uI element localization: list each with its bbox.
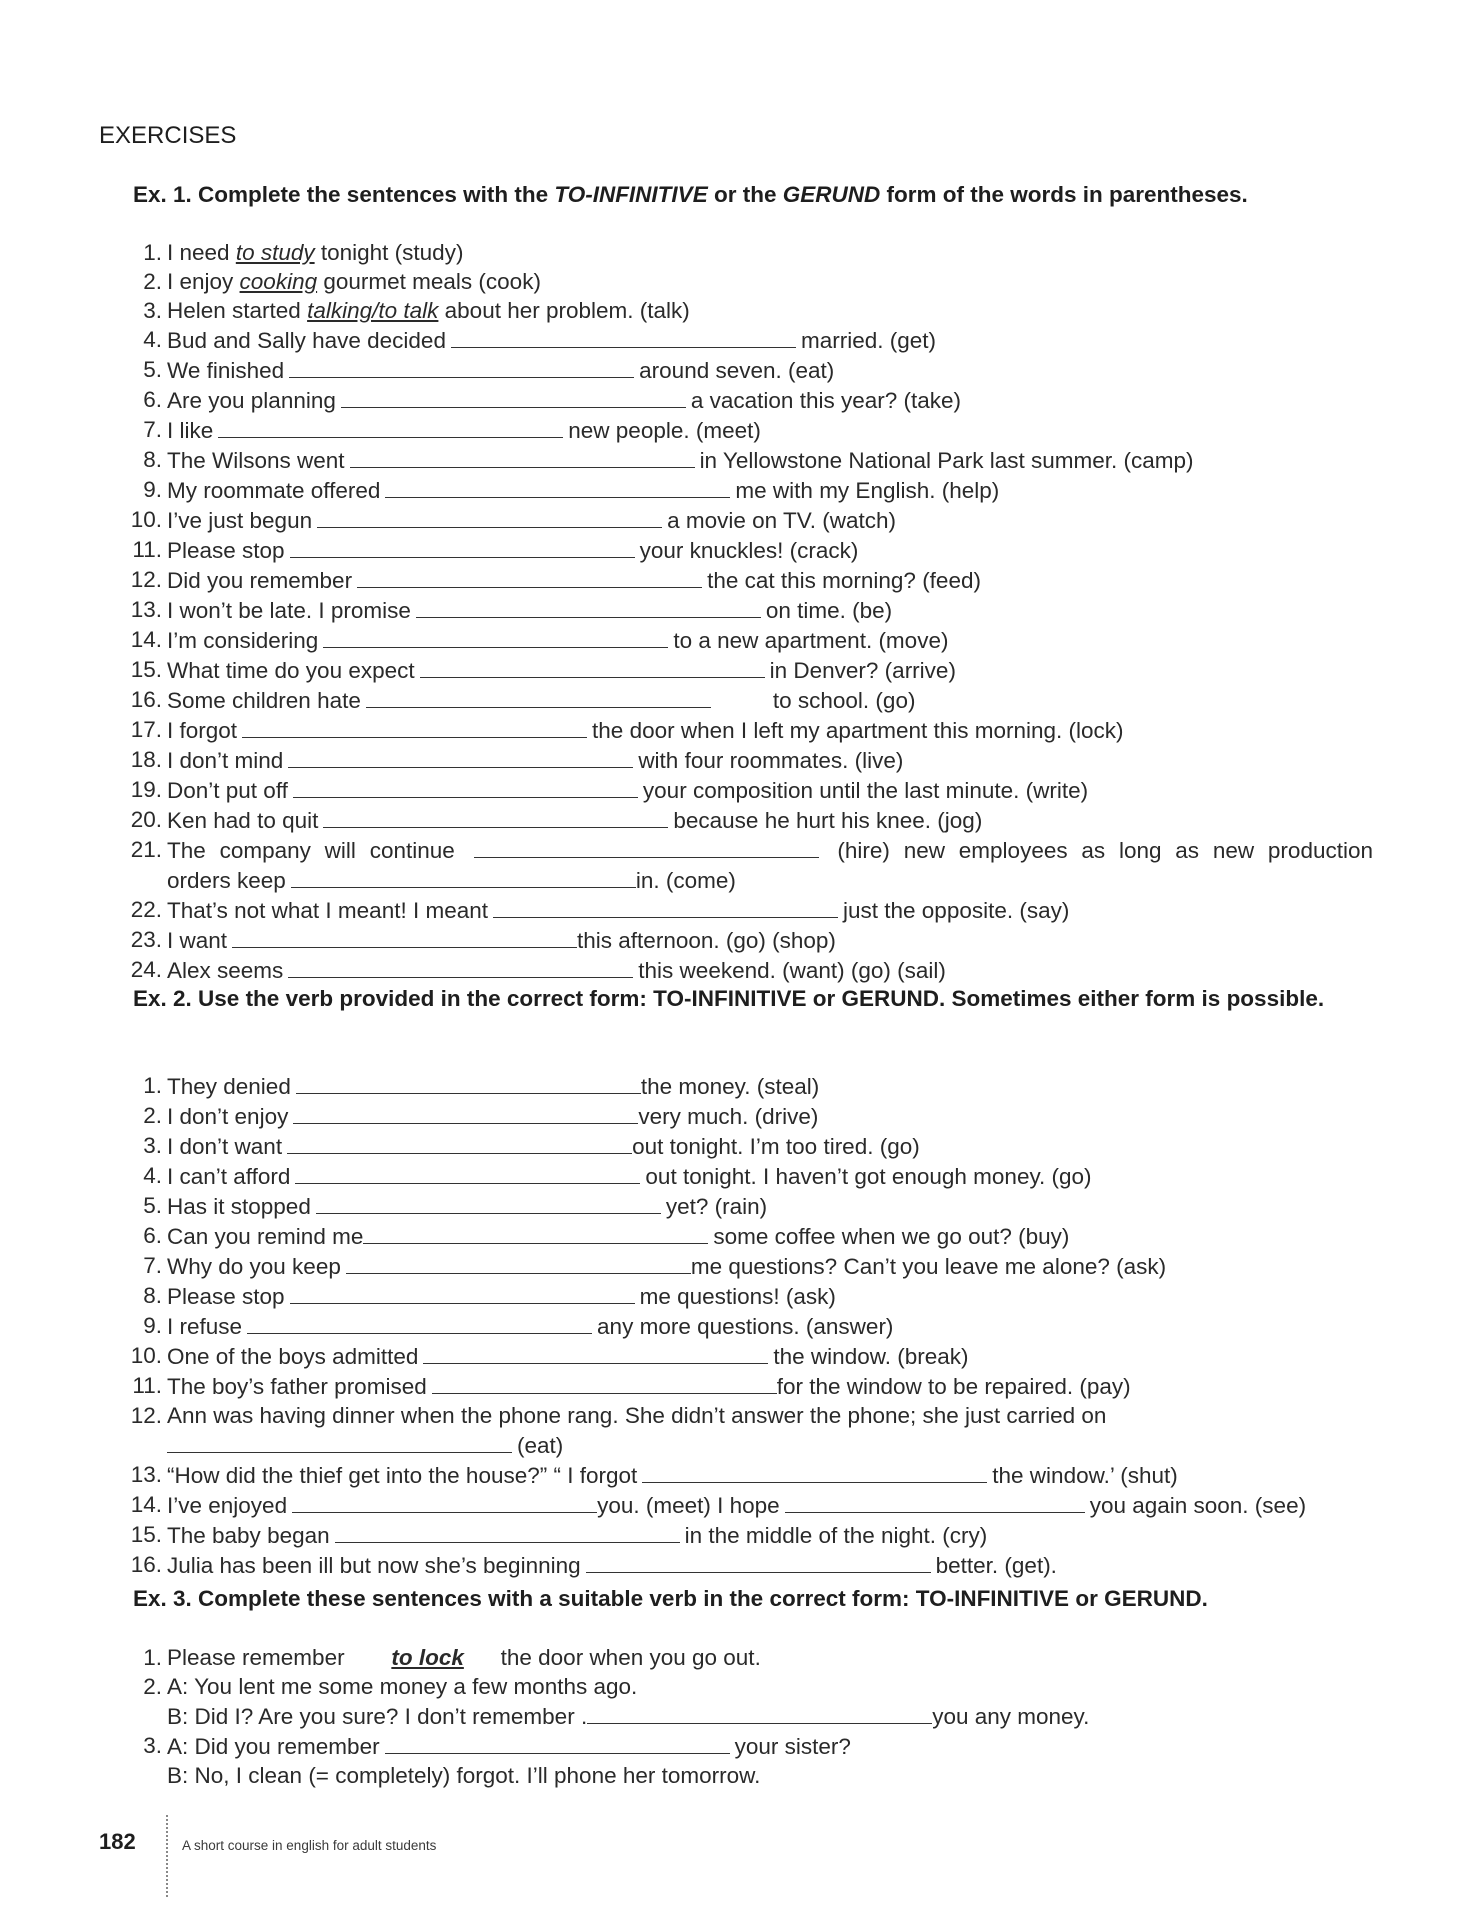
ex1-title-mid: or the [707, 182, 783, 207]
list-item [130, 805, 1373, 835]
answer-blank[interactable] [288, 745, 633, 768]
item-text: you. (meet) I hope [597, 1493, 780, 1518]
item-text: about her problem. (talk) [438, 298, 690, 323]
ex1-title-gerund: GERUND [782, 182, 881, 207]
ex3-title: Ex. 3. Complete these sentences with a suitable verb in the correct form: TO-INFINITIVE or GERUND. [133, 1586, 1208, 1611]
answer-blank[interactable] [451, 325, 796, 348]
list-item [133, 1731, 1373, 1761]
example-answer: talking/to talk [307, 298, 439, 323]
ex2-list [130, 1071, 1373, 1580]
list-item [130, 565, 1373, 595]
answer-blank[interactable] [293, 775, 638, 798]
ex1-title [133, 180, 1353, 209]
example-answer: to lock [391, 1645, 464, 1670]
item-number: 5. [143, 357, 162, 382]
item-number: 21. [130, 837, 162, 862]
item-number: 7. [143, 1253, 162, 1278]
list-item [130, 625, 1373, 655]
item-number: 10. [130, 1343, 162, 1368]
list-item [133, 355, 1373, 385]
item-number: 12. [130, 567, 162, 592]
item-number: 15. [130, 1522, 162, 1547]
item-number: 2. [143, 1674, 162, 1699]
list-item [133, 865, 1373, 895]
item-number: 4. [143, 327, 162, 352]
item-text: some coffee when we go out? (buy) [713, 1224, 1070, 1249]
item-text: Julia has been ill but now she’s beginning [167, 1553, 581, 1578]
item-text: me questions? Can’t you leave me alone? (ask) [690, 1254, 1167, 1279]
item-number: 20. [130, 807, 162, 832]
answer-blank[interactable] [323, 805, 668, 828]
list-item [133, 1430, 1373, 1460]
item-text: the window.’ (shut) [992, 1463, 1178, 1488]
item-text: I don’t mind [167, 748, 284, 773]
item-text: gourmet meals (cook) [317, 269, 541, 294]
item-text: I want [167, 928, 228, 953]
item-number: 14. [130, 627, 162, 652]
answer-blank[interactable] [587, 1701, 932, 1724]
item-text: Bud and Sally have decided [167, 328, 446, 353]
list-item [130, 895, 1373, 925]
item-text: a vacation this year? (take) [690, 388, 962, 413]
item-number: 8. [143, 447, 162, 472]
item-text: I forgot [167, 718, 238, 743]
item-text: this weekend. (want) (go) (sail) [638, 958, 946, 983]
item-number: 16. [130, 1552, 162, 1577]
item-text: I can’t afford [167, 1164, 291, 1189]
item-number: 3. [143, 298, 162, 323]
answer-blank[interactable] [317, 505, 662, 528]
item-text: the window. (break) [773, 1344, 969, 1369]
list-item [130, 595, 1373, 625]
answer-blank[interactable] [423, 1341, 768, 1364]
item-text: I’m considering [167, 628, 319, 653]
list-item [133, 1221, 1373, 1251]
list-item [133, 1101, 1373, 1131]
list-item [133, 475, 1373, 505]
item-number: 16. [130, 687, 162, 712]
item-number: 13. [130, 1462, 162, 1487]
answer-blank[interactable] [432, 1371, 777, 1394]
item-text: with four roommates. (live) [638, 748, 904, 773]
answer-blank[interactable] [295, 1161, 640, 1184]
item-text: because he hurt his knee. (jog) [673, 808, 983, 833]
page-number: 182 [99, 1829, 136, 1854]
list-item [133, 1071, 1373, 1101]
item-text: Helen started [167, 298, 308, 323]
list-item [133, 535, 1373, 565]
answer-blank[interactable] [346, 1251, 691, 1274]
item-text: in the middle of the night. (cry) [684, 1523, 988, 1548]
item-number: 4. [143, 1163, 162, 1188]
item-text: the door when you go out. [500, 1645, 761, 1670]
item-text: Ann was having dinner when the phone rang. She didn’t answer the phone; she just carried on [167, 1403, 1107, 1428]
answer-blank[interactable] [335, 1520, 680, 1543]
example-answer: cooking [239, 269, 318, 294]
item-text: The boy’s father promised [167, 1374, 427, 1399]
list-item [130, 835, 1373, 865]
item-number: 24. [130, 957, 162, 982]
item-text: A: Did you remember [167, 1734, 380, 1759]
item-number: 11. [132, 537, 162, 562]
answer-blank[interactable] [416, 595, 761, 618]
footer-divider [166, 1815, 168, 1897]
item-text: Please stop [167, 538, 285, 563]
item-text: the door when I left my apartment this morning. (lock) [592, 718, 1124, 743]
item-text: Please remember [167, 1645, 345, 1670]
list-item [133, 1672, 1373, 1701]
item-text: very much. (drive) [638, 1104, 819, 1129]
item-text: Can you remind me [167, 1224, 364, 1249]
item-text: any more questions. (answer) [597, 1314, 894, 1339]
answer-blank[interactable] [293, 1101, 638, 1124]
answer-blank[interactable] [785, 1490, 1085, 1513]
item-text: me with my English. (help) [735, 478, 1000, 503]
item-text: new people. (meet) [568, 418, 761, 443]
item-text: We finished [167, 358, 285, 383]
item-number: 14. [130, 1492, 162, 1517]
item-text: around seven. (eat) [639, 358, 835, 383]
list-item [130, 925, 1373, 955]
answer-blank[interactable] [291, 865, 636, 888]
answer-blank[interactable] [290, 1281, 635, 1304]
answer-blank[interactable] [357, 565, 702, 588]
list-item [133, 296, 1373, 325]
item-text: Some children hate [167, 688, 361, 713]
list-item [133, 415, 1373, 445]
ex1-title-infinitive: TO-INFINITIVE [554, 182, 708, 207]
item-text: you any money. [932, 1704, 1090, 1729]
item-number: 1. [143, 240, 162, 265]
example-answer: to study [235, 240, 315, 265]
answer-blank[interactable] [363, 1221, 708, 1244]
item-text: in. (come) [635, 868, 736, 893]
list-item [133, 325, 1373, 355]
item-text: this afternoon. (go) (shop) [577, 928, 836, 953]
answer-blank[interactable] [247, 1311, 592, 1334]
item-number: 5. [143, 1193, 162, 1218]
list-item [130, 775, 1373, 805]
answer-blank[interactable] [167, 1430, 512, 1453]
answer-blank[interactable] [292, 1490, 597, 1513]
item-text: Are you planning [167, 388, 336, 413]
list-item [133, 445, 1373, 475]
item-text: I’ve enjoyed [167, 1493, 288, 1518]
answer-blank[interactable] [493, 895, 838, 918]
answer-blank[interactable] [586, 1550, 931, 1573]
item-number: 13. [130, 597, 162, 622]
answer-blank[interactable] [289, 355, 634, 378]
item-number: 2. [143, 269, 162, 294]
item-number: 1. [143, 1645, 162, 1670]
item-number: 9. [143, 477, 162, 502]
item-number: 22. [130, 897, 162, 922]
item-text: married. (get) [800, 328, 937, 353]
list-item [130, 715, 1373, 745]
item-text: you again soon. (see) [1089, 1493, 1307, 1518]
item-text: I like [167, 418, 214, 443]
list-item [133, 1131, 1373, 1161]
list-item [130, 1520, 1373, 1550]
item-text: Has it stopped [167, 1194, 311, 1219]
item-text: the cat this morning? (feed) [707, 568, 981, 593]
list-item [133, 385, 1373, 415]
item-text: They denied [167, 1074, 291, 1099]
answer-blank[interactable] [218, 415, 563, 438]
list-item [130, 1460, 1373, 1490]
item-number: 9. [143, 1313, 162, 1338]
answer-blank[interactable] [420, 655, 765, 678]
item-number: 19. [130, 777, 162, 802]
ex3-list [133, 1643, 1373, 1790]
item-text: orders keep [167, 868, 286, 893]
item-text: I enjoy [167, 269, 240, 294]
item-number: 18. [130, 747, 162, 772]
item-number: 7. [143, 417, 162, 442]
item-text: your sister? [734, 1734, 851, 1759]
item-number: 1. [143, 1073, 162, 1098]
item-text: me questions! (ask) [639, 1284, 836, 1309]
answer-blank[interactable] [316, 1191, 661, 1214]
answer-blank[interactable] [385, 475, 730, 498]
list-item [133, 1191, 1373, 1221]
answer-blank[interactable] [366, 685, 711, 708]
list-item [133, 1701, 1373, 1731]
item-text: a movie on TV. (watch) [667, 508, 896, 533]
item-number: 2. [143, 1103, 162, 1128]
list-item [133, 1371, 1373, 1401]
answer-blank[interactable] [232, 925, 577, 948]
list-item [133, 1761, 1373, 1790]
list-item [130, 1401, 1373, 1430]
item-text: out tonight. I’m too tired. (go) [632, 1134, 920, 1159]
item-text: the money. (steal) [640, 1074, 820, 1099]
item-number: 23. [130, 927, 162, 952]
ex1-title-prefix: Ex. 1. Complete the sentences with the [133, 182, 555, 207]
list-item [130, 745, 1373, 775]
answer-blank[interactable] [341, 385, 686, 408]
answer-blank[interactable] [242, 715, 587, 738]
ex1-title-suffix: form of the words in parentheses. [880, 182, 1248, 207]
list-item [130, 955, 1373, 985]
item-text: (hire) new employees as long as new production [837, 838, 1373, 863]
item-text: (eat) [517, 1433, 564, 1458]
answer-blank[interactable] [323, 625, 668, 648]
item-text: Alex seems [167, 958, 284, 983]
item-text: I won’t be late. I promise [167, 598, 411, 623]
item-text: One of the boys admitted [167, 1344, 419, 1369]
list-item [133, 1251, 1373, 1281]
ex2-title: Ex. 2. Use the verb provided in the correct form: TO-INFINITIVE or GERUND. Sometimes either form is possible. [133, 986, 1325, 1011]
item-text: in Yellowstone National Park last summer. (camp) [699, 448, 1194, 473]
item-text: What time do you expect [167, 658, 415, 683]
item-text: Why do you keep [167, 1254, 341, 1279]
list-item [130, 505, 1373, 535]
item-text: your knuckles! (crack) [639, 538, 859, 563]
item-text: tonight (study) [314, 240, 464, 265]
ex1-list [130, 238, 1373, 985]
item-text: B: Did I? Are you sure? I don’t remember . [167, 1704, 588, 1729]
book-title: A short course in english for adult students [182, 1838, 437, 1853]
item-text: The company will continue [167, 838, 455, 863]
item-text: on time. (be) [765, 598, 893, 623]
item-text: I refuse [167, 1314, 243, 1339]
item-text: to school. (go) [772, 688, 916, 713]
answer-blank[interactable] [288, 955, 633, 978]
item-text: A: You lent me some money a few months ago. [167, 1674, 638, 1699]
item-text: I’ve just begun [167, 508, 313, 533]
answer-blank[interactable] [296, 1071, 641, 1094]
item-number: 6. [143, 387, 162, 412]
item-text: Did you remember [167, 568, 353, 593]
item-text: your composition until the last minute. (write) [642, 778, 1089, 803]
list-item [130, 1550, 1373, 1580]
answer-blank[interactable] [350, 445, 695, 468]
item-text: I don’t enjoy [167, 1104, 289, 1129]
answer-blank[interactable] [474, 835, 819, 858]
list-item [133, 1311, 1373, 1341]
answer-blank[interactable] [642, 1460, 987, 1483]
section-heading: EXERCISES [99, 122, 237, 149]
item-text: Ken had to quit [167, 808, 319, 833]
list-item [130, 655, 1373, 685]
item-number: 3. [143, 1733, 162, 1758]
item-number: 10. [130, 507, 162, 532]
item-text: My roommate offered [167, 478, 381, 503]
list-item [133, 267, 1373, 296]
item-number: 8. [143, 1283, 162, 1308]
item-text: out tonight. I haven’t got enough money. (go) [645, 1164, 1092, 1189]
item-text: to a new apartment. (move) [673, 628, 949, 653]
item-text: “How did the thief get into the house?” “ I forgot [167, 1463, 638, 1488]
item-text: for the window to be repaired. (pay) [776, 1374, 1131, 1399]
list-item [133, 1281, 1373, 1311]
item-number: 15. [130, 657, 162, 682]
answer-blank[interactable] [385, 1731, 730, 1754]
item-number: 3. [143, 1133, 162, 1158]
item-text: I need [167, 240, 236, 265]
list-item [130, 1490, 1373, 1520]
item-number: 11. [132, 1373, 162, 1398]
item-text: That’s not what I meant! I meant [167, 898, 488, 923]
item-text: better. (get). [935, 1553, 1057, 1578]
item-text: The baby began [167, 1523, 330, 1548]
item-text: yet? (rain) [665, 1194, 768, 1219]
item-text: Please stop [167, 1284, 285, 1309]
list-item [133, 238, 1373, 267]
item-text: I don’t want [167, 1134, 283, 1159]
answer-blank[interactable] [287, 1131, 632, 1154]
list-item [133, 1161, 1373, 1191]
item-text: B: No, I clean (= completely) forgot. I’ll phone her tomorrow. [167, 1763, 761, 1788]
answer-blank[interactable] [290, 535, 635, 558]
item-text: The Wilsons went [167, 448, 345, 473]
list-item [130, 1341, 1373, 1371]
list-item [133, 1643, 1373, 1672]
item-number: 12. [130, 1403, 162, 1428]
item-number: 6. [143, 1223, 162, 1248]
list-item [130, 685, 1373, 715]
item-text: Don’t put off [167, 778, 288, 803]
item-number: 17. [130, 717, 162, 742]
item-text: in Denver? (arrive) [769, 658, 956, 683]
item-text: just the opposite. (say) [843, 898, 1070, 923]
